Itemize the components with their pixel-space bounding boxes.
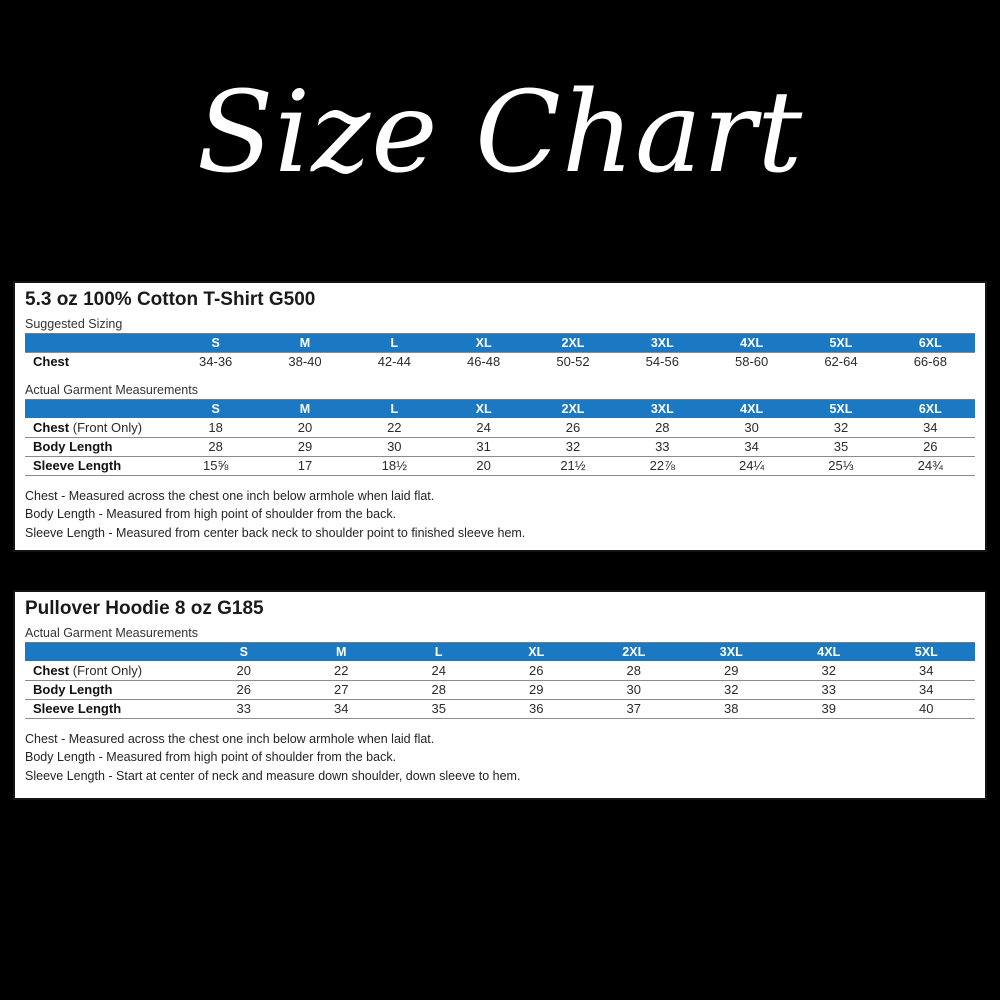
row-label: Chest	[25, 352, 171, 371]
size-value: 24	[390, 661, 488, 680]
size-value: 22⅞	[618, 456, 707, 475]
row-label: Chest (Front Only)	[25, 661, 195, 680]
column-header: 5XL	[878, 643, 976, 661]
size-value: 32	[528, 437, 617, 456]
size-value: 66-68	[886, 352, 975, 371]
data-row	[25, 352, 975, 371]
size-value: 40	[878, 699, 976, 718]
size-value: 28	[390, 680, 488, 699]
column-header: 3XL	[618, 334, 707, 352]
size-value: 26	[195, 680, 293, 699]
panel-footnotes	[25, 487, 975, 543]
size-value: 24	[439, 418, 528, 437]
size-value: 30	[585, 680, 683, 699]
panel-title: 5.3 oz 100% Cotton T-Shirt G500	[25, 289, 316, 310]
column-header: XL	[488, 643, 586, 661]
column-header: 5XL	[796, 334, 885, 352]
data-row	[25, 661, 975, 680]
column-header: XL	[439, 334, 528, 352]
size-value: 38	[683, 699, 781, 718]
size-table	[25, 334, 975, 371]
size-table	[25, 643, 975, 719]
size-value: 24¼	[707, 456, 796, 475]
size-value: 27	[293, 680, 391, 699]
size-value: 17	[260, 456, 349, 475]
column-header: 3XL	[683, 643, 781, 661]
header-spacer	[25, 400, 171, 418]
size-value: 34-36	[171, 352, 260, 371]
size-value: 32	[683, 680, 781, 699]
size-value: 26	[886, 437, 975, 456]
page-title: Size Chart	[196, 68, 804, 198]
tshirt-size-panel	[13, 281, 987, 552]
size-value: 29	[683, 661, 781, 680]
column-header: S	[171, 334, 260, 352]
hoodie-size-panel	[13, 590, 987, 800]
size-value: 34	[293, 699, 391, 718]
size-value: 35	[796, 437, 885, 456]
column-header: L	[350, 400, 439, 418]
footnote: Chest - Measured across the chest one inch below armhole when laid flat.	[25, 731, 435, 746]
size-value: 24¾	[886, 456, 975, 475]
section-label: Actual Garment Measurements	[25, 626, 975, 643]
footnote: Sleeve Length - Start at center of neck and measure down shoulder, down sleeve to hem.	[25, 768, 521, 783]
footnote: Body Length - Measured from high point of shoulder from the back.	[25, 750, 397, 764]
size-value: 50-52	[528, 352, 617, 371]
size-value: 29	[488, 680, 586, 699]
size-value: 33	[780, 680, 878, 699]
size-value: 30	[707, 418, 796, 437]
size-value: 46-48	[439, 352, 528, 371]
panel-sections	[25, 317, 975, 476]
column-header: 2XL	[528, 400, 617, 418]
column-header: L	[390, 643, 488, 661]
row-label: Sleeve Length	[25, 699, 195, 718]
row-label: Body Length	[25, 437, 171, 456]
size-value: 28	[171, 437, 260, 456]
column-header: S	[171, 400, 260, 418]
size-value: 37	[585, 699, 683, 718]
row-label: Sleeve Length	[25, 456, 171, 475]
size-value: 20	[439, 456, 528, 475]
footnote: Chest - Measured across the chest one inch below armhole when laid flat.	[25, 488, 435, 503]
column-header: M	[293, 643, 391, 661]
column-header: 6XL	[886, 334, 975, 352]
size-value: 34	[878, 661, 976, 680]
table-header-row	[25, 643, 975, 661]
column-header: M	[260, 334, 349, 352]
size-value: 28	[585, 661, 683, 680]
table-header-row	[25, 334, 975, 352]
size-value: 34	[886, 418, 975, 437]
size-value: 54-56	[618, 352, 707, 371]
size-value: 26	[488, 661, 586, 680]
size-value: 33	[618, 437, 707, 456]
column-header: 2XL	[528, 334, 617, 352]
size-value: 22	[350, 418, 439, 437]
size-value: 20	[260, 418, 349, 437]
section-label: Suggested Sizing	[25, 317, 975, 334]
data-row	[25, 456, 975, 475]
section-label: Actual Garment Measurements	[25, 383, 975, 400]
column-header: 4XL	[780, 643, 878, 661]
column-header: 6XL	[886, 400, 975, 418]
size-value: 28	[618, 418, 707, 437]
size-value: 38-40	[260, 352, 349, 371]
column-header: 5XL	[796, 400, 885, 418]
size-value: 21½	[528, 456, 617, 475]
column-header: 3XL	[618, 400, 707, 418]
size-value: 29	[260, 437, 349, 456]
size-value: 58-60	[707, 352, 796, 371]
panel-footnotes	[25, 730, 975, 786]
header-spacer	[25, 334, 171, 352]
column-header: L	[350, 334, 439, 352]
size-value: 32	[796, 418, 885, 437]
row-label: Body Length	[25, 680, 195, 699]
size-value: 34	[707, 437, 796, 456]
size-value: 32	[780, 661, 878, 680]
footnote: Body Length - Measured from high point of shoulder from the back.	[25, 507, 397, 521]
panel-title: Pullover Hoodie 8 oz G185	[25, 598, 264, 619]
size-value: 62-64	[796, 352, 885, 371]
size-value: 31	[439, 437, 528, 456]
size-value: 35	[390, 699, 488, 718]
size-value: 22	[293, 661, 391, 680]
size-value: 20	[195, 661, 293, 680]
header-spacer	[25, 643, 195, 661]
size-value: 18½	[350, 456, 439, 475]
panel-sections	[25, 626, 975, 719]
size-value: 30	[350, 437, 439, 456]
table-header-row	[25, 400, 975, 418]
size-table	[25, 400, 975, 476]
data-row	[25, 699, 975, 718]
data-row	[25, 680, 975, 699]
size-value: 25⅓	[796, 456, 885, 475]
column-header: 2XL	[585, 643, 683, 661]
data-row	[25, 418, 975, 437]
column-header: M	[260, 400, 349, 418]
size-value: 39	[780, 699, 878, 718]
data-row	[25, 437, 975, 456]
column-header: S	[195, 643, 293, 661]
column-header: 4XL	[707, 334, 796, 352]
size-value: 36	[488, 699, 586, 718]
column-header: 4XL	[707, 400, 796, 418]
size-value: 18	[171, 418, 260, 437]
size-value: 15⅝	[171, 456, 260, 475]
footnote: Sleeve Length - Measured from center back neck to shoulder point to finished sleeve hem.	[25, 525, 526, 540]
size-value: 42-44	[350, 352, 439, 371]
size-value: 26	[528, 418, 617, 437]
size-value: 33	[195, 699, 293, 718]
size-value: 34	[878, 680, 976, 699]
column-header: XL	[439, 400, 528, 418]
row-label: Chest (Front Only)	[25, 418, 171, 437]
